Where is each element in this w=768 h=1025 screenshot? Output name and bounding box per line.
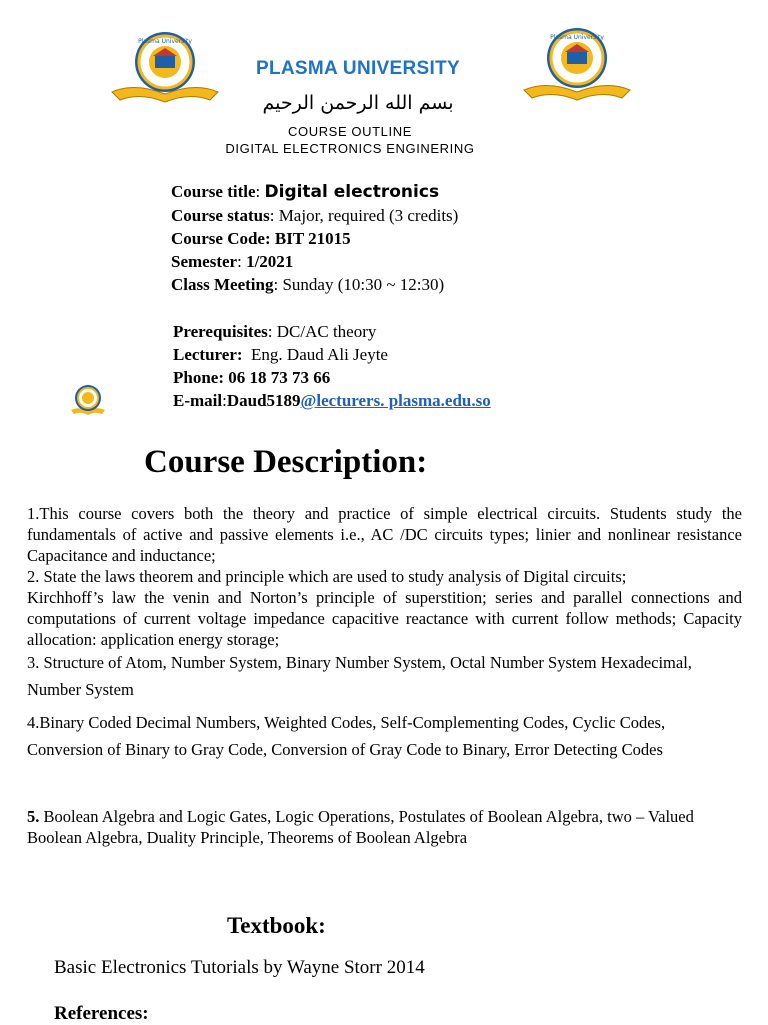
course-title-label: Course title xyxy=(171,182,256,201)
prerequisites-value: DC/AC theory xyxy=(276,322,377,341)
class-meeting-row: Class Meeting: Sunday (10:30 ~ 12:30) xyxy=(171,275,445,294)
course-status-row: Course status: Major, required (3 credits) xyxy=(171,206,459,225)
references-heading: References: xyxy=(54,1003,149,1024)
description-item-2b: Kirchhoff’s law the venin and Norton’s principle of superstition; series and parallel connections and computations of current voltage impedance capacitive reactance with current follow methods; Capacity allocation: application energy storage; xyxy=(27,588,742,649)
semester-label: Semester xyxy=(171,252,238,271)
program-name: DIGITAL ELECTRONICS ENGINERING xyxy=(225,141,475,156)
textbook-heading: Textbook: xyxy=(227,913,326,938)
description-item-5-number: 5. xyxy=(27,807,40,826)
phone: Phone: 06 18 73 73 66 xyxy=(173,368,331,387)
lecturer-value: Eng. Daud Ali Jeyte xyxy=(251,345,388,364)
class-meeting-value: Sunday (10:30 ~ 12:30) xyxy=(282,275,445,294)
description-item-5 xyxy=(27,806,742,848)
semester-value: 1/2021 xyxy=(246,252,294,271)
description-item-5-text: Boolean Algebra and Logic Gates, Logic Operations, Postulates of Boolean Algebra, two – Valued Boolean Algebra, Duality Principle, Theorems of Boolean Algebra xyxy=(27,807,694,847)
course-title-value: Digital electronics xyxy=(264,182,440,202)
textbook-value: Basic Electronics Tutorials by Wayne Storr 2014 xyxy=(54,957,425,978)
logo-text: Plasma University xyxy=(550,34,604,41)
prerequisites-label: Prerequisites xyxy=(173,322,268,341)
small-watermark-logo xyxy=(70,384,106,418)
description-item-3: 3. Structure of Atom, Number System, Binary Number System, Octal Number System Hexadecimal, Number System xyxy=(27,653,692,699)
course-status-label: Course status xyxy=(171,206,270,225)
phone-row xyxy=(173,366,491,389)
course-description-heading: Course Description: xyxy=(144,444,428,480)
description-item-2a: 2. State the laws theorem and principle which are used to study analysis of Digital circuits; xyxy=(27,567,627,586)
course-info-block xyxy=(171,180,458,296)
prerequisites-row: Prerequisites: DC/AC theory xyxy=(173,322,377,341)
email-row: E-mail:Daud5189@lecturers. plasma.edu.so xyxy=(173,391,491,410)
logo-text: Plasma University xyxy=(138,38,192,45)
course-status-value: Major, required (3 credits) xyxy=(278,206,459,225)
course-title-row: Course title: Digital electronics xyxy=(171,182,440,202)
university-name: PLASMA UNIVERSITY xyxy=(256,58,460,79)
email-link[interactable]: @lecturers. plasma.edu.so xyxy=(300,391,491,410)
description-item-1: 1.This course covers both the theory and practice of simple electrical circuits. Students study the fundamentals of active and passive elements i.e., AC /DC circuits types; linier and nonlinear resistance Capacitance and inductance; xyxy=(27,504,742,565)
email-user: Daud5189 xyxy=(226,391,301,410)
lecturer-row xyxy=(173,343,491,366)
email-label: E-mail xyxy=(173,391,223,410)
bismillah-text: بسم الله الرحمن الرحيم xyxy=(262,92,454,114)
course-code-row xyxy=(171,227,458,250)
contact-info-block xyxy=(173,320,491,412)
description-item-4: 4.Binary Coded Decimal Numbers, Weighted Codes, Self-Complementing Codes, Cyclic Codes, Conversion of Binary to Gray Code, Conversion of Gray Code to Binary, Error Detecting Codes xyxy=(27,713,666,759)
lecturer-label: Lecturer: xyxy=(173,345,243,364)
course-outline-heading: COURSE OUTLINE xyxy=(288,124,412,139)
semester-row: Semester: 1/2021 xyxy=(171,252,294,271)
course-code: Course Code: BIT 21015 xyxy=(171,229,351,248)
class-meeting-label: Class Meeting xyxy=(171,275,274,294)
